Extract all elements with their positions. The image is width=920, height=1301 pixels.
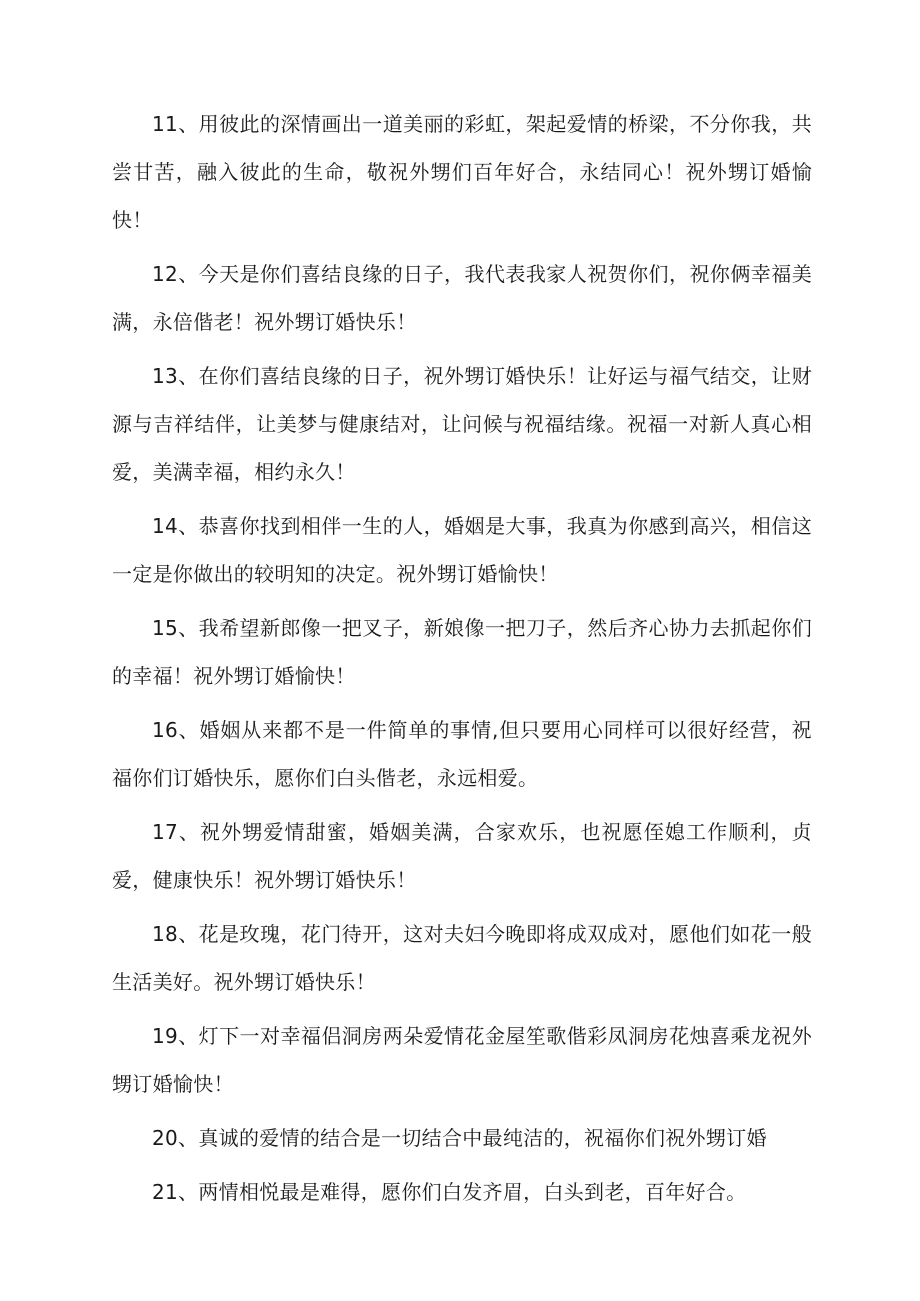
paragraph-19: 19、灯下一对幸福侣洞房两朵爱情花金屋笙歌偕彩凤洞房花烛喜乘龙祝外甥订婚愉快！ xyxy=(112,1024,812,1096)
paragraph-13: 13、在你们喜结良缘的日子，祝外甥订婚快乐！让好运与福气结交，让财源与吉祥结伴，让美梦与健康结对，让问候与祝福结缘。祝福一对新人真心相爱，美满幸福，相约永久！ xyxy=(112,364,812,484)
document-body xyxy=(112,100,812,1222)
paragraph-11: 11、用彼此的深情画出一道美丽的彩虹，架起爱情的桥梁，不分你我，共尝甘苦，融入彼此的生命，敬祝外甥们百年好合，永结同心！祝外甥订婚愉快！ xyxy=(112,112,812,232)
paragraph-20: 20、真诚的爱情的结合是一切结合中最纯洁的，祝福你们祝外甥订婚 xyxy=(152,1126,767,1150)
paragraph-15: 15、我希望新郎像一把叉子，新娘像一把刀子，然后齐心协力去抓起你们的幸福！祝外甥订婚愉快！ xyxy=(112,616,812,688)
paragraph-14: 14、恭喜你找到相伴一生的人，婚姻是大事，我真为你感到高兴，相信这一定是你做出的较明知的决定。祝外甥订婚愉快！ xyxy=(112,514,812,586)
paragraph-16: 16、婚姻从来都不是一件简单的事情,但只要用心同样可以很好经营，祝福你们订婚快乐，愿你们白头偕老，永远相爱。 xyxy=(112,718,812,790)
paragraph-18: 18、花是玫瑰，花门待开，这对夫妇今晚即将成双成对，愿他们如花一般生活美好。祝外甥订婚快乐！ xyxy=(112,922,812,994)
paragraph-21: 21、两情相悦最是难得，愿你们白发齐眉，白头到老，百年好合。 xyxy=(152,1180,747,1204)
paragraph-17: 17、祝外甥爱情甜蜜，婚姻美满，合家欢乐，也祝愿侄媳工作顺利，贞爱，健康快乐！祝外甥订婚快乐！ xyxy=(112,820,812,892)
paragraph-12: 12、今天是你们喜结良缘的日子，我代表我家人祝贺你们，祝你俩幸福美满，永倍偕老！祝外甥订婚快乐！ xyxy=(112,262,812,334)
